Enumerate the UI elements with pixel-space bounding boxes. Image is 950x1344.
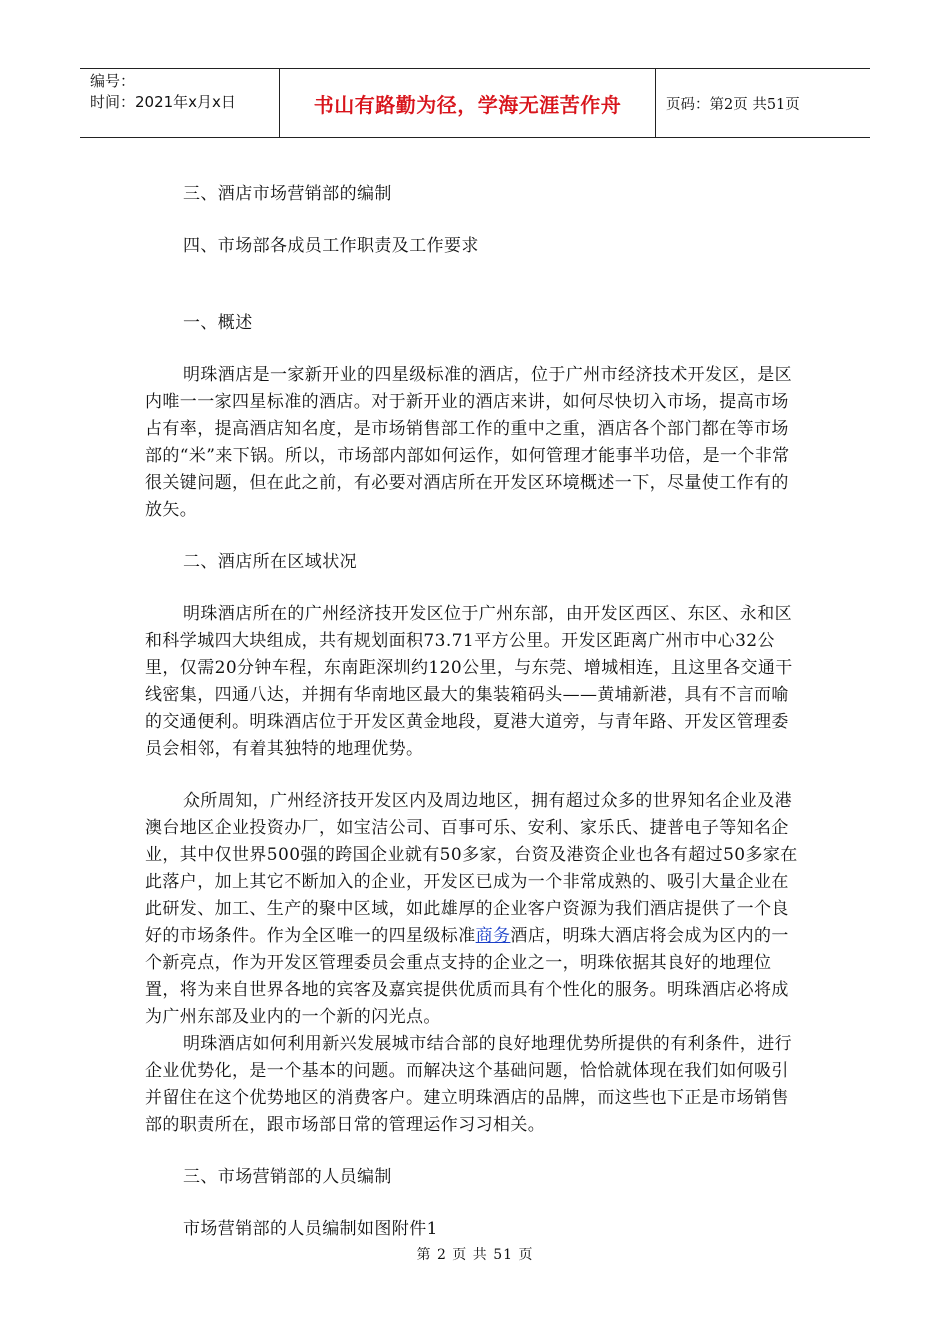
paragraph-overview: 明珠酒店是一家新开业的四星级标准的酒店，位于广州市经济技术开发区，是区内唯一一家四星标准的酒店。对于新开业的酒店来讲，如何尽快切入市场，提高市场占有率，提高酒店知名度，是市场销售部工作的重中之重，酒店各个部门都在等市场部的“米”来下锅。所以，市场部内部如何运作，如何管理才能事半功倍，是一个非常很关键问题，但在此之前，有必要对酒店所在开发区环境概述一下，尽量使工作有的放矢。 [145, 365, 792, 520]
paragraph-staffing: 市场营销部的人员编制如图附件1 [183, 1219, 438, 1239]
paragraph-market-text-1: 众所周知，广州经济技开发区内及周边地区，拥有超过众多的世界知名企业及港澳台地区企业投资办厂，如宝洁公司、百事可乐、安利、家乐氏、捷普电子等知名企业，其中仅世界500强的跨国企业就有50多家，台资及港资企业也各有超过50多家在此落户，加上其它不断加入的企业，开发区已成为一个非常成熟的、吸引大量企业在此研发、加工、生产的聚中区域，如此雄厚的企业客户资源为我们酒店提供了一个良好的市场条件。作为全区唯一的四星级标准 [145, 791, 798, 946]
paragraph-location: 明珠酒店所在的广州经济技开发区位于广州东部，由开发区西区、东区、永和区和科学城四大块组成，共有规划面积73.71平方公里。开发区距离广州市中心32公里，仅需20分钟车程，东南距深圳约120公里，与东莞、增城相连，且这里各交通干线密集，四通八达，并拥有华南地区最大的集装箱码头——黄埔新港，具有不言而喻的交通便利。明珠酒店位于开发区黄金地段，夏港大道旁，与青年路、开发区管理委员会相邻，有着其独特的地理优势。 [145, 604, 793, 759]
section-heading-overview: 一、概述 [183, 313, 253, 333]
business-link[interactable]: 商务 [475, 926, 511, 946]
page-header [80, 68, 870, 138]
section-heading-staffing: 三、市场营销部的人员编制 [183, 1167, 392, 1187]
page-footer: 第 2 页 共 51 页 [416, 1247, 534, 1263]
toc-item-4: 四、市场部各成员工作职责及工作要求 [183, 236, 479, 256]
document-date: 时间：2021年x月x日 [90, 93, 236, 111]
header-page-info: 页码：第2页 共51页 [666, 96, 800, 113]
paragraph-market-text-2: 酒店，明珠大酒店将会成为区内的一个新亮点，作为开发区管理委员会重点支持的企业之一，明珠依据其良好的地理位置，将为来自世界各地的宾客及嘉宾提供优质而具有个性化的服务。明珠酒店必将成为广州东部及业内的一个新的闪光点。 [145, 926, 789, 1027]
paragraph-market [145, 788, 805, 1031]
section-heading-location: 二、酒店所在区域状况 [183, 552, 357, 572]
document-number-label: 编号： [90, 72, 136, 90]
header-meta [80, 69, 280, 137]
header-motto: 书山有路勤为径，学海无涯苦作舟 [280, 69, 656, 137]
toc-item-3: 三、酒店市场营销部的编制 [183, 184, 392, 204]
paragraph-advantage: 明珠酒店如何利用新兴发展城市结合部的良好地理优势所提供的有利条件，进行企业优势化，是一个基本的问题。而解决这个基础问题，恰恰就体现在我们如何吸引并留住在这个优势地区的消费客户。建立明珠酒店的品牌，而这些也下正是市场销售部的职责所在，跟市场部日常的管理运作习习相关。 [145, 1034, 792, 1135]
document-body [145, 181, 805, 1243]
